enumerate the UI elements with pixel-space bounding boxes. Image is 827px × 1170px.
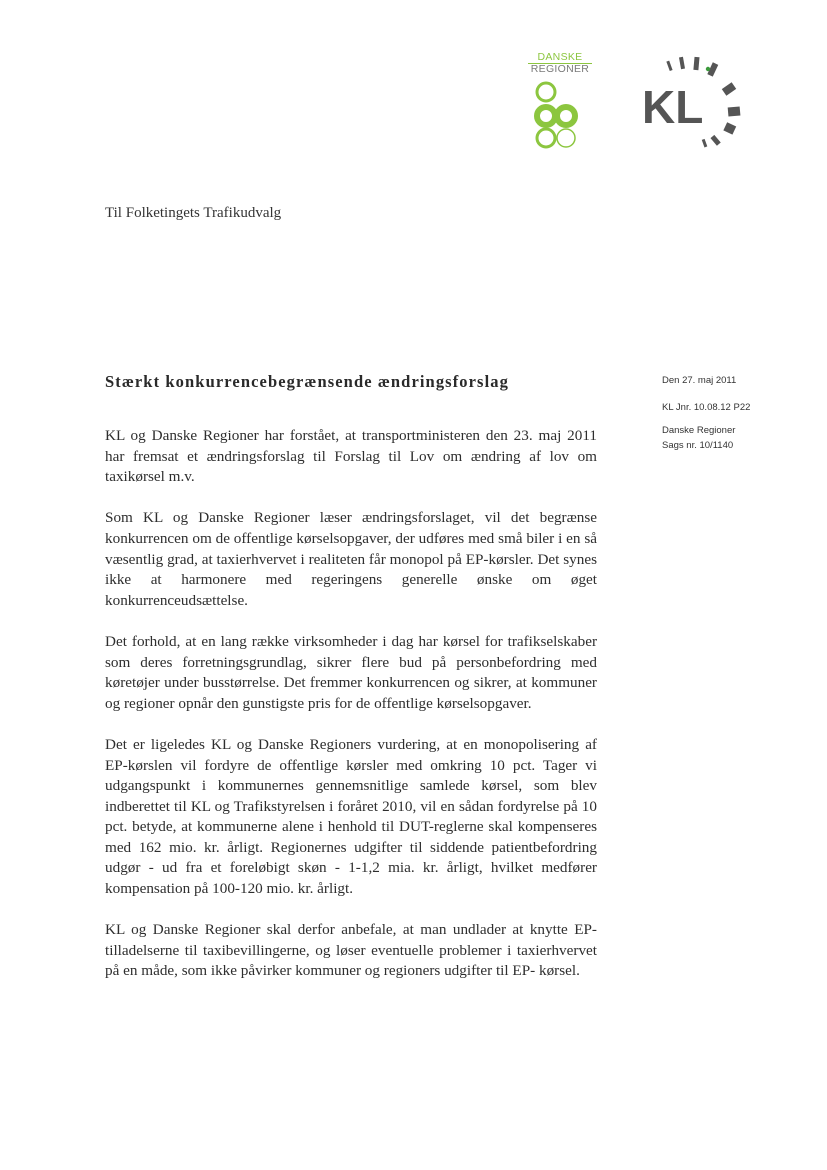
letter-body — [105, 426, 597, 1003]
danske-regioner-logo — [528, 52, 592, 162]
paragraph: KL og Danske Regioner har forstået, at transportministeren den 23. maj 2011 har fremsat et ændringsforslag til Forslag til Lov om ændring af lov om taxikørsel m.v. — [105, 427, 597, 486]
paragraph: Det er ligeledes KL og Danske Regioners vurdering, at en monopolisering af EP-kørslen vil fordyre de offentlige kørsler med omkring 10 pct. Tager vi udgangspunkt i kommunernes gennemsnitlige samlede kørsel, som blev indberettet til KL og Trafikstyrelsen i foråret 2010, vil en sådan fordyrelse på 10 pct. betyde, at kommunerne alene i henhold til DUT-reglerne skal kompenseres med 162 mio. kr. årligt. Regionernes udgifter til siddende patientbefordring udgør - ud fra et foreløbigt skøn - 1-1,2 mia. kr. årligt, hvilket medfører kompensation på 100-120 mio. kr. årligt. — [105, 735, 597, 898]
paragraph: Det forhold, at en lang række virksomheder i dag har kørsel for trafikselskaber som deres forretningsgrundlag, sikrer flere bud på personbefordring med køretøjer under busstørrelse. Det fremmer konkurrencen og sikrer, at kommuner og regioner opnår den gunstigste pris for de offentlige kørselsopgaver. — [105, 632, 597, 712]
letter-date: Den 27. maj 2011 — [662, 375, 737, 386]
paragraph: Som KL og Danske Regioner læser ændringsforslaget, vil det begrænse konkurrencen om de offentlige kørselsopgaver, der udføres med små biler i en så væsentlig grad, at taxierhvervet i realiteten får monopol på EP-kørsler. Det synes ikke at harmonere med regeringens generelle ønske om øget konkurrenceudsættelse. — [105, 509, 597, 609]
letter-title: Stærkt konkurrencebegrænsende ændringsforslag — [105, 372, 509, 391]
dr-name: Danske Regioner — [662, 425, 736, 436]
dr-reference: Sags nr. 10/1140 — [662, 440, 734, 451]
kl-reference: KL Jnr. 10.08.12 P22 — [662, 402, 751, 413]
kl-logo-icon — [640, 55, 750, 150]
svg-text:KL: KL — [642, 81, 704, 133]
letter-metadata — [662, 373, 822, 453]
kl-logo — [640, 55, 750, 150]
logo-dr-line2: REGIONER — [530, 63, 590, 75]
addressee: Til Folketingets Trafikudvalg — [105, 205, 282, 221]
logo-dr-line1: DANSKE — [528, 52, 592, 64]
paragraph: KL og Danske Regioner skal derfor anbefale, at man undlader at knytte EP-tilladelserne til taxibevillingerne, og løser eventuelle problemer i taxierhvervet på en måde, som ikke påvirker kommuner og regioners udgifter til EP- kørsel. — [105, 921, 597, 980]
danske-regioner-rings-icon — [532, 78, 588, 158]
